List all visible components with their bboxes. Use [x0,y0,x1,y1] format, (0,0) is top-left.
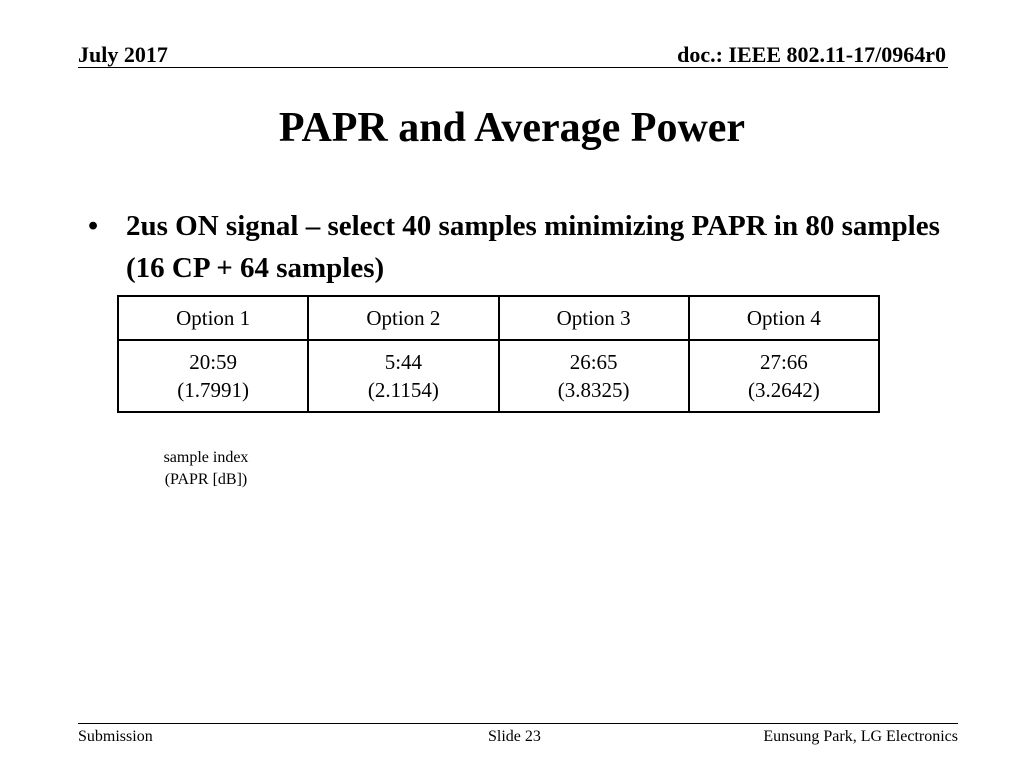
note-line-2: (PAPR [dB]) [164,471,248,488]
papr-value: (2.1154) [367,378,439,402]
table-row [118,340,879,412]
sample-index: 26:65 [569,350,618,374]
header-date: July 2017 [78,42,168,67]
footer-submission: Submission [78,728,153,745]
footer-slide-number: Slide 23 [488,728,541,745]
footer-divider [78,723,958,724]
table-cell [499,340,689,412]
header-cell-option-1: Option 1 [118,296,308,340]
sample-index: 20:59 [189,350,238,374]
bullet-text: 2us ON signal – select 40 samples minimizing PAPR in 80 samples (16 CP + 64 samples) [126,210,940,284]
papr-value: (3.2642) [748,378,820,402]
sample-index: 27:66 [759,350,808,374]
papr-value: (1.7991) [177,378,249,402]
papr-value: (3.8325) [557,378,630,402]
table-cell [308,340,498,412]
header-cell-option-2: Option 2 [308,296,498,340]
header-doc-id: doc.: IEEE 802.11-17/0964r0 [677,42,946,67]
bullet-marker: • [88,210,99,242]
note-line-1: sample index [163,449,249,466]
header-cell-option-3: Option 3 [499,296,689,340]
header-cell-option-4: Option 4 [689,296,879,340]
sample-index: 5:44 [384,350,423,374]
header-divider [78,67,948,68]
footer-author: Eunsung Park, LG Electronics [763,728,958,745]
table-header-row [118,296,879,340]
table-cell [118,340,308,412]
options-table [117,295,880,413]
table-cell [689,340,879,412]
table-legend-note [146,447,266,491]
slide-title: PAPR and Average Power [278,105,746,151]
